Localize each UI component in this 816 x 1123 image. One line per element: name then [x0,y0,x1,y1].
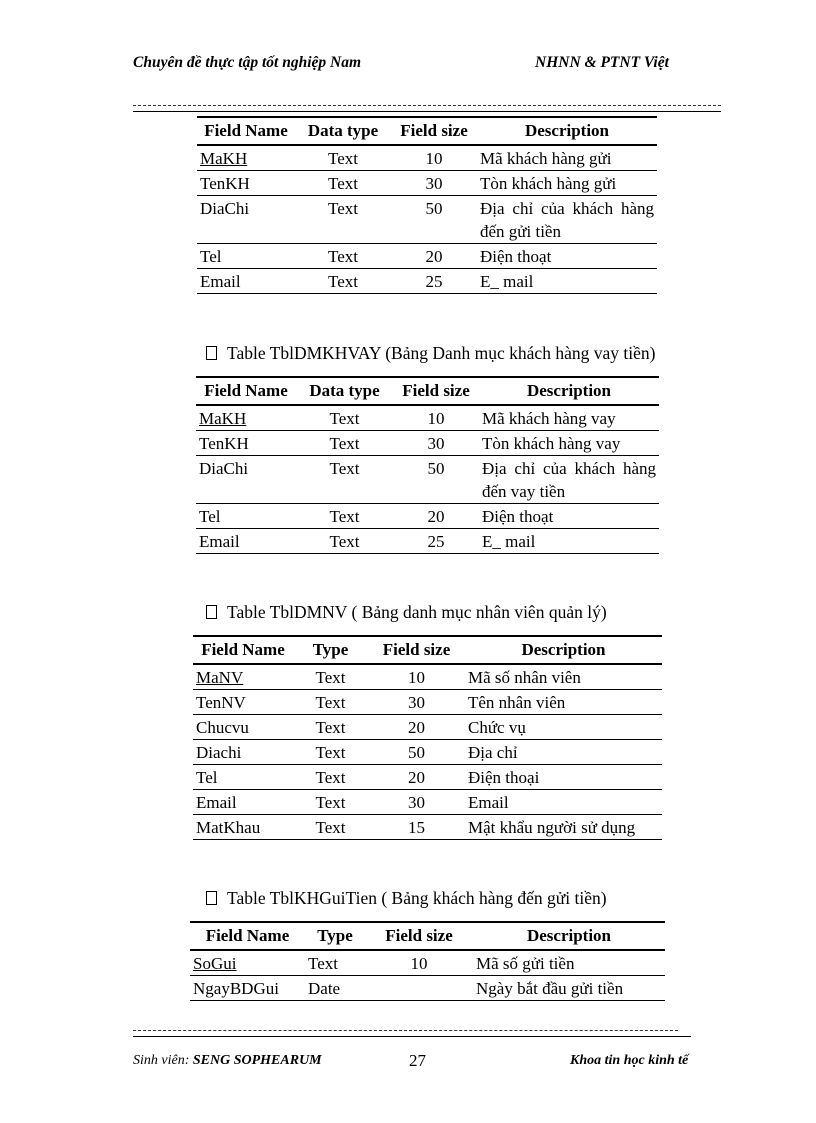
cell-size: 20 [368,715,465,740]
col-header: Type [293,636,368,664]
cell-field-name: MaKH [197,145,295,171]
cell-type: Text [293,765,368,790]
cell-size: 30 [368,690,465,715]
col-header: Type [305,922,365,950]
table-row [196,431,659,456]
cell-type: Text [295,269,391,294]
cell-field-name: TenKH [196,431,296,456]
cell-size: 15 [368,815,465,840]
cell-description: Điện thoạt [479,504,659,529]
table-row [193,664,662,690]
col-header: Description [479,377,659,405]
cell-field-name: DiaChi [197,196,295,244]
cell-field-name: Chucvu [193,715,293,740]
table-staff-fields [193,635,662,840]
checkbox-bullet-icon [206,891,217,905]
cell-description: Tên nhân viên [465,690,662,715]
cell-size: 20 [368,765,465,790]
table-row [193,740,662,765]
cell-type: Text [293,740,368,765]
cell-field-name: TenKH [197,171,295,196]
cell-description: Mã khách hàng gửi [477,145,657,171]
table-row [197,196,657,244]
checkbox-bullet-icon [206,346,217,360]
cell-size: 50 [391,196,477,244]
table-row [190,976,665,1001]
col-header: Data type [295,117,391,145]
cell-field-name: MatKhau [193,815,293,840]
cell-size: 20 [393,504,479,529]
cell-description: Điện thoạt [477,244,657,269]
table-row [193,715,662,740]
table-row [196,456,659,504]
table-customer-loan-fields [196,376,659,554]
cell-description: Địa chỉ của khách hàng đến vay tiền [479,456,659,504]
cell-size: 50 [393,456,479,504]
cell-description: Mã khách hàng vay [479,405,659,431]
cell-description: Chức vụ [465,715,662,740]
col-header: Description [477,117,657,145]
cell-size: 50 [368,740,465,765]
cell-size [365,976,473,1001]
table-row [193,765,662,790]
cell-description: Mã số nhân viên [465,664,662,690]
table-row [193,790,662,815]
footer-faculty: Khoa tin học kinh tế [570,1053,689,1068]
cell-type: Text [293,790,368,815]
col-header: Description [473,922,665,950]
cell-type: Text [296,431,393,456]
cell-description: Tòn khách hàng vay [479,431,659,456]
header-divider-solid [133,111,721,112]
cell-description: E_ mail [479,529,659,554]
table-caption [206,886,607,910]
col-header: Field size [393,377,479,405]
col-header: Field size [365,922,473,950]
cell-size: 25 [393,529,479,554]
cell-field-name: Email [196,529,296,554]
col-header: Field Name [190,922,305,950]
col-header: Field size [368,636,465,664]
cell-field-name: Email [193,790,293,815]
cell-type: Text [305,950,365,976]
cell-type: Date [305,976,365,1001]
col-header: Field Name [196,377,296,405]
caption-text: Table TblKHGuiTien ( Bảng khách hàng đến gửi tiền) [227,888,607,908]
cell-description: Email [465,790,662,815]
cell-type: Text [295,196,391,244]
footer-student-label: Sinh viên: [133,1053,190,1068]
table-row [197,145,657,171]
header-right: NHNN & PTNT Việt [535,54,669,71]
cell-type: Text [293,715,368,740]
cell-field-name: NgayBDGui [190,976,305,1001]
cell-type: Text [293,690,368,715]
cell-size: 10 [365,950,473,976]
col-header: Description [465,636,662,664]
cell-type: Text [295,171,391,196]
cell-type: Text [296,529,393,554]
cell-field-name: Tel [197,244,295,269]
table-row [196,504,659,529]
cell-type: Text [295,145,391,171]
table-row [197,171,657,196]
cell-size: 10 [393,405,479,431]
cell-field-name: SoGui [190,950,305,976]
header-divider-dashed [133,105,721,106]
cell-type: Text [296,504,393,529]
cell-description: Địa chỉ của khách hàng đến gửi tiền [477,196,657,244]
header-left: Chuyên đề thực tập tốt nghiệp Nam [133,54,362,71]
col-header: Data type [296,377,393,405]
table-row [197,269,657,294]
table-deposit-customer-fields [190,921,665,1001]
cell-field-name: DiaChi [196,456,296,504]
table-row [196,529,659,554]
cell-description: Mã số gửi tiền [473,950,665,976]
cell-description: Tòn khách hàng gửi [477,171,657,196]
table-row [196,405,659,431]
footer-divider-dashed [133,1030,678,1031]
checkbox-bullet-icon [206,605,217,619]
footer-student [133,1053,322,1069]
page-number: 27 [409,1051,426,1070]
cell-description: Ngày bắt đầu gửi tiền [473,976,665,1001]
table-caption [206,341,655,365]
cell-field-name: Tel [196,504,296,529]
caption-text: Table TblDMNV ( Bảng danh mục nhân viên quản lý) [227,602,607,622]
cell-field-name: TenNV [193,690,293,715]
cell-description: Địa chỉ [465,740,662,765]
cell-field-name: Email [197,269,295,294]
footer-divider-solid [133,1036,691,1037]
cell-size: 30 [368,790,465,815]
footer-student-name: SENG SOPHEARUM [192,1053,322,1068]
cell-field-name: Tel [193,765,293,790]
cell-type: Text [293,664,368,690]
col-header: Field size [391,117,477,145]
cell-type: Text [296,405,393,431]
table-customer-deposit-fields [197,116,657,294]
table-row [190,950,665,976]
cell-type: Text [296,456,393,504]
cell-field-name: MaNV [193,664,293,690]
col-header: Field Name [193,636,293,664]
cell-type: Text [295,244,391,269]
table-row [193,690,662,715]
cell-size: 20 [391,244,477,269]
cell-description: Điện thoại [465,765,662,790]
table-caption [206,600,607,624]
cell-type: Text [293,815,368,840]
cell-size: 10 [368,664,465,690]
cell-description: E_ mail [477,269,657,294]
cell-size: 30 [393,431,479,456]
table-row [193,815,662,840]
cell-description: Mật khẩu người sử dụng [465,815,662,840]
table-row [197,244,657,269]
cell-size: 25 [391,269,477,294]
col-header: Field Name [197,117,295,145]
cell-field-name: Diachi [193,740,293,765]
cell-size: 30 [391,171,477,196]
cell-field-name: MaKH [196,405,296,431]
cell-size: 10 [391,145,477,171]
caption-text: Table TblDMKHVAY (Bảng Danh mục khách hàng vay tiền) [227,343,656,363]
